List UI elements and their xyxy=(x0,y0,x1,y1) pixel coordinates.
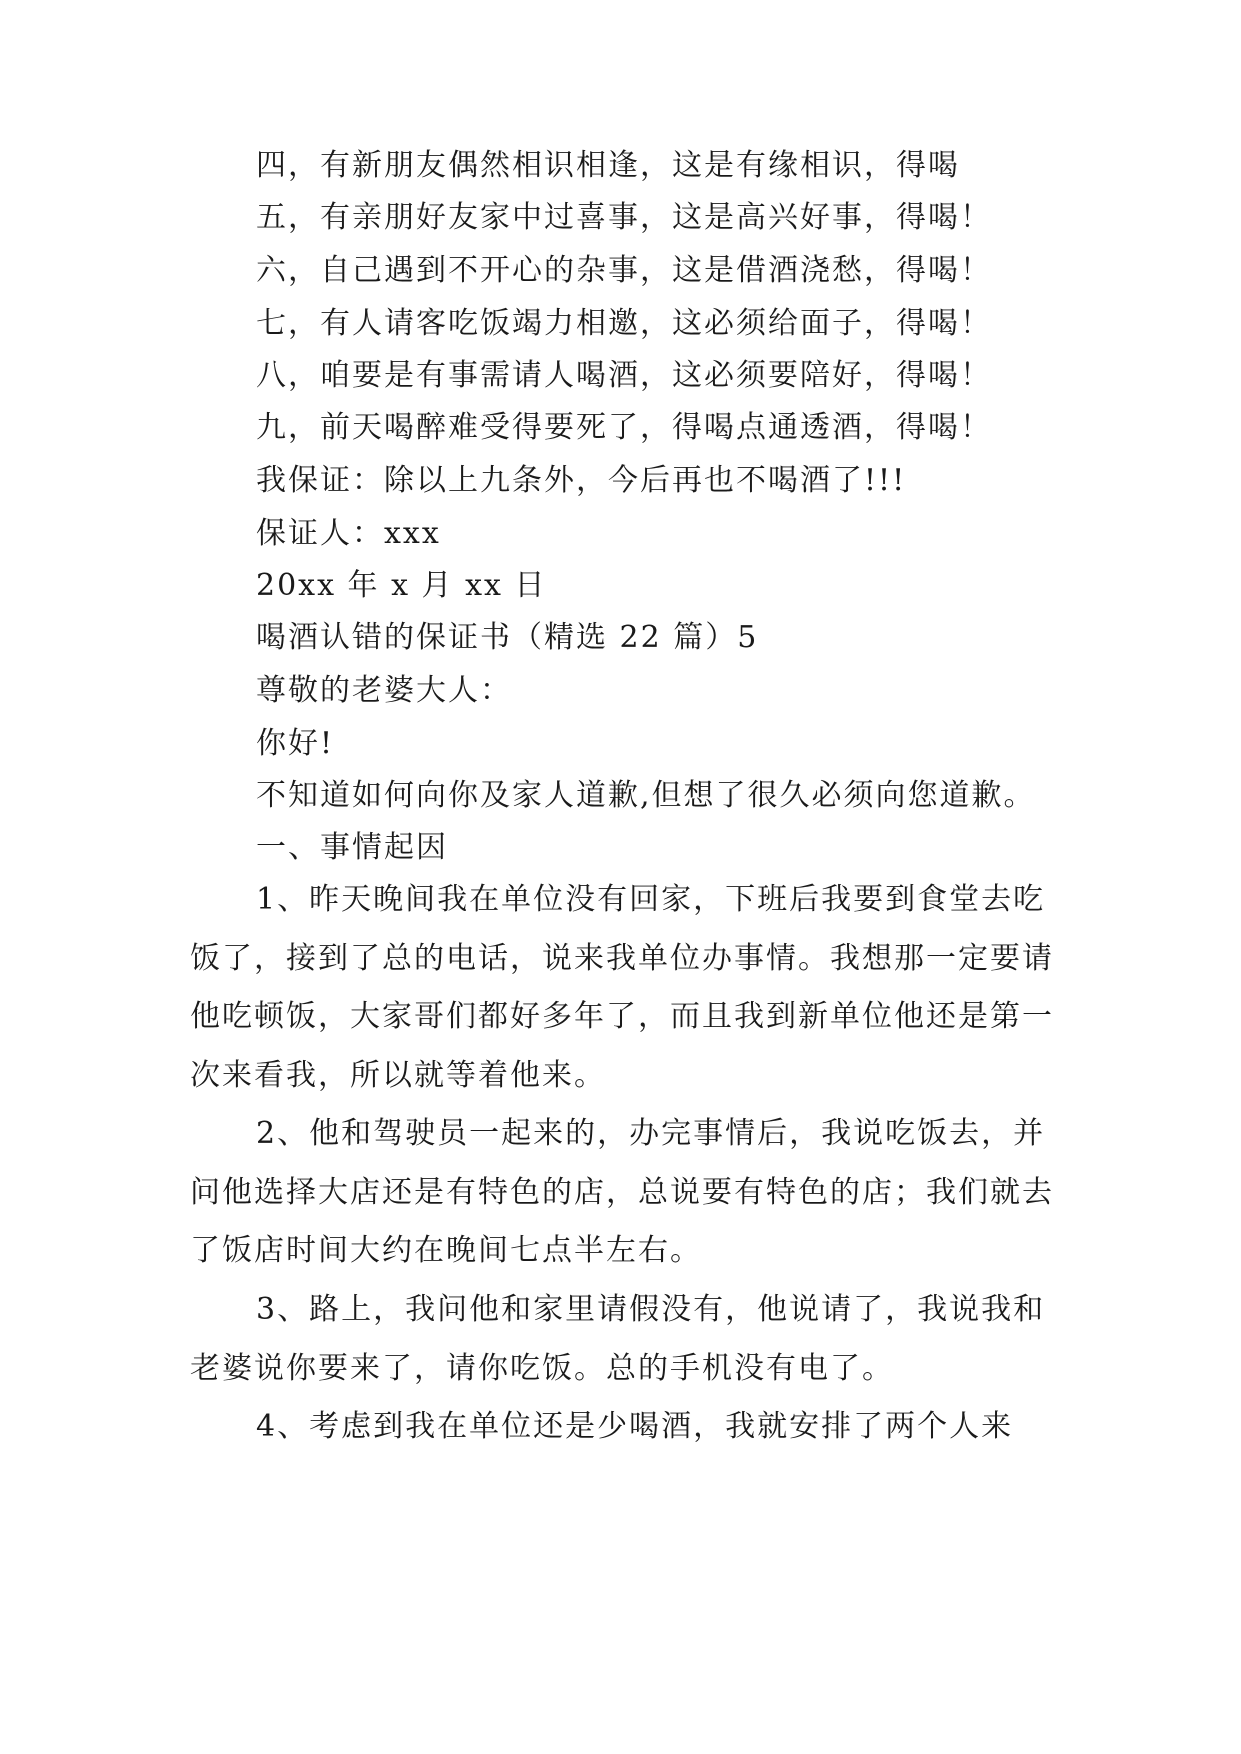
paragraph xyxy=(190,1105,1060,1281)
paragraph xyxy=(190,1398,1060,1457)
date-line: 20xx 年 x 月 xx 日 xyxy=(256,568,547,603)
paragraph-text: 2、他和驾驶员一起来的，办完事情后，我说吃饭去，并问他选择大店还是有特色的店，总说要有特色的店；我们就去了饭店时间大约在晚间七点半左右。 xyxy=(190,1116,1054,1268)
text-line: 四，有新朋友偶然相识相逢，这是有缘相识，得喝 xyxy=(256,148,960,183)
paragraph xyxy=(190,1281,1060,1398)
greeting: 你好! xyxy=(256,726,335,761)
paragraph-text: 3、路上，我问他和家里请假没有，他说请了，我说我和老婆说你要来了，请你吃饭。总的手机没有电了。 xyxy=(190,1292,1046,1386)
pledge-statement: 我保证：除以上九条外，今后再也不喝酒了!!! xyxy=(256,463,907,498)
paragraph-text: 4、考虑到我在单位还是少喝酒，我就安排了两个人来 xyxy=(256,1409,1014,1444)
signer-line: 保证人：xxx xyxy=(256,516,441,551)
paragraph-text: 1、昨天晚间我在单位没有回家，下班后我要到食堂去吃饭了，接到了总的电话，说来我单位办事情。我想那一定要请他吃顿饭，大家哥们都好多年了，而且我到新单位他还是第一次来看我，所以就等着他来。 xyxy=(190,882,1054,1093)
salutation: 尊敬的老婆大人： xyxy=(256,673,512,708)
section-title: 喝酒认错的保证书（精选 22 篇）5 xyxy=(256,620,759,655)
text-line: 八，咱要是有事需请人喝酒，这必须要陪好，得喝！ xyxy=(256,358,992,393)
text-line: 九，前天喝醉难受得要死了，得喝点通透酒，得喝！ xyxy=(256,410,992,445)
paragraph xyxy=(190,871,1060,1105)
subheading: 一、事情起因 xyxy=(256,830,448,865)
intro-sentence: 不知道如何向你及家人道歉,但想了很久必须向您道歉。 xyxy=(256,778,1036,813)
text-line: 七，有人请客吃饭竭力相邀，这必须给面子，得喝！ xyxy=(256,306,992,341)
text-line: 五，有亲朋好友家中过喜事，这是高兴好事，得喝！ xyxy=(256,200,992,235)
text-line: 六，自己遇到不开心的杂事，这是借酒浇愁，得喝！ xyxy=(256,253,992,288)
